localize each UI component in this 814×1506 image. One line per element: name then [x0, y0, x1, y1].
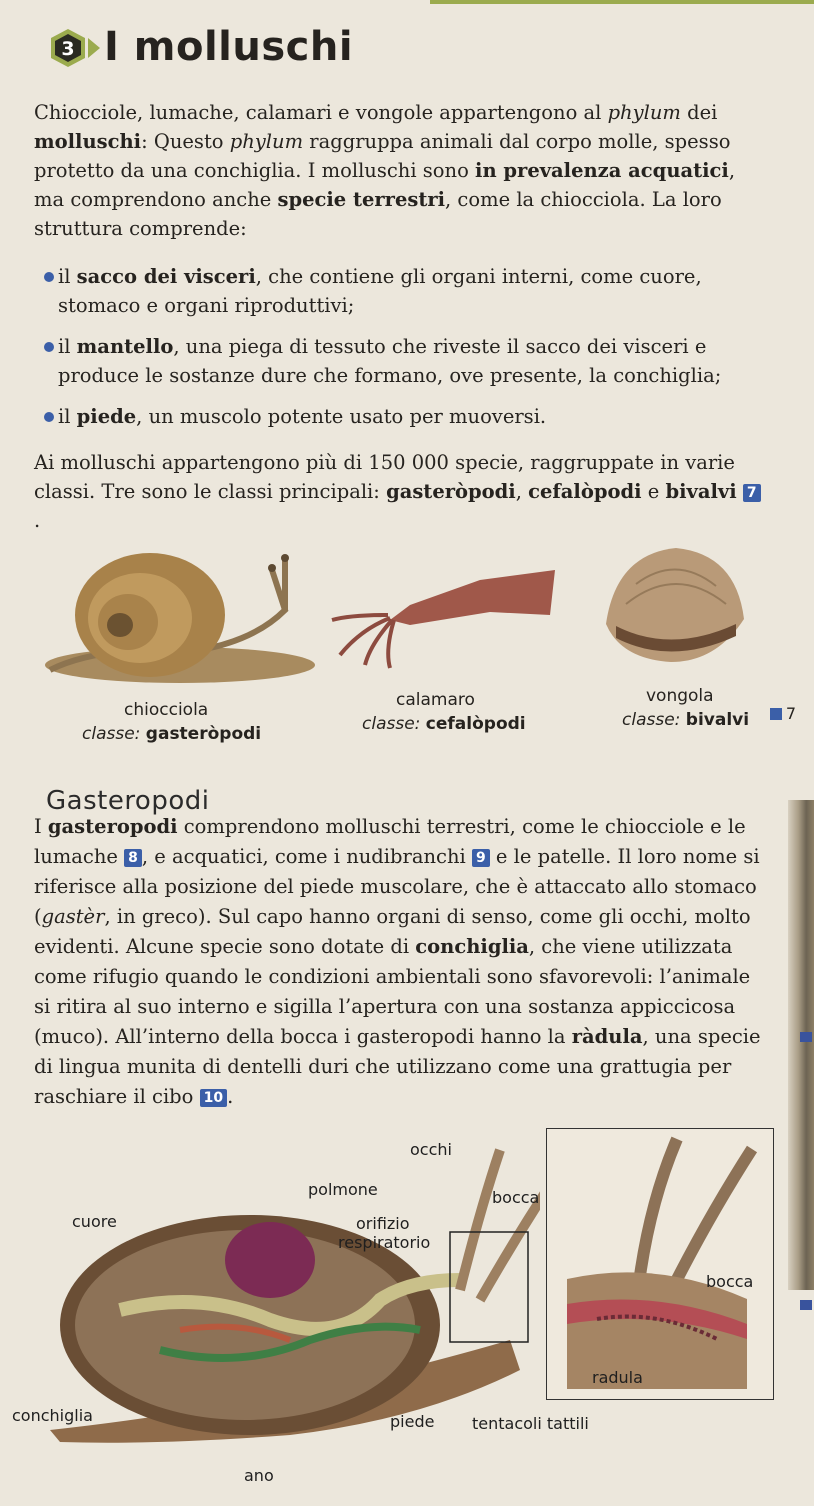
figure-ref-10[interactable]: 10	[200, 1089, 227, 1107]
section-chevron-icon	[88, 38, 100, 58]
edge-marker	[800, 1032, 812, 1042]
label-occhi: occhi	[410, 1140, 452, 1159]
classes-paragraph: Ai molluschi appartengono più di 150 000 specie, raggruppate in varie classi. Tre sono le classi principali: gasteròpodi, cefalòpodi e bivalvi 7.	[34, 448, 764, 535]
mouth-inset	[546, 1128, 774, 1400]
label-inset-bocca: bocca	[706, 1272, 754, 1291]
label-orifizio: orifizio	[356, 1214, 410, 1233]
figure-ref-9[interactable]: 9	[472, 849, 490, 867]
intro-paragraph: Chiocciole, lumache, calamari e vongole appartengono al phylum dei molluschi: Questo phylum raggruppa animali dal corpo molle, spesso protetto da una conchiglia. I molluschi sono in prevalenza acquatici, ma comprendono anche specie terrestri, come la chiocciola. La loro struttura comprende:	[34, 101, 736, 240]
label-conchiglia: conchiglia	[12, 1406, 93, 1425]
label-piede: piede	[390, 1412, 435, 1431]
squid-class: classe: cefalòpodi	[362, 714, 526, 734]
snail-name: chiocciola	[124, 700, 209, 720]
adjacent-page-edge	[788, 800, 814, 1290]
structure-list	[34, 262, 764, 443]
snail-illustration	[40, 540, 340, 690]
section-number-badge	[48, 28, 88, 68]
figure-ref-7[interactable]: 7	[743, 484, 761, 502]
label-inset-radula: radula	[592, 1368, 643, 1387]
section-title: I molluschi	[104, 24, 354, 70]
label-polmone: polmone	[308, 1180, 378, 1199]
subsection-title: Gasteropodi	[46, 786, 210, 816]
clam-illustration	[596, 544, 746, 664]
label-tentacoli: tentacoli tattili	[472, 1414, 589, 1433]
snail-class: classe: gasteròpodi	[82, 724, 262, 744]
figure-number-7: 7	[770, 704, 796, 723]
top-accent-line	[430, 0, 814, 4]
edge-marker	[800, 1300, 812, 1310]
section-number: 3	[61, 38, 75, 60]
gasteropodi-paragraph: I gasteropodi comprendono molluschi terrestri, come le chiocciole e le lumache 8 , e acquatici, come i nudibranchi 9 e le patelle. Il loro nome si riferisce alla posizione del piede muscolare, che è attaccato allo stomaco (gastèr, in greco). Sul capo hanno organi di senso, come gli occhi, molto evidenti. Alcune specie sono dotate di conchiglia, che viene utilizzata come rifugio quando le condizioni ambientali sono sfavorevoli: l’animale si ritira al suo interno e sigilla l’apertura con una sostanza appiccicosa (muco). All’interno della bocca i gasteropodi hanno la ràdula, una specie di lingua munita di dentelli duri che utilizzano come una grattugia per raschiare il cibo 10 .	[34, 815, 761, 1108]
label-bocca: bocca	[492, 1188, 540, 1207]
squid-illustration	[330, 560, 560, 670]
figure-ref-8[interactable]: 8	[124, 849, 142, 867]
squid-name: calamaro	[396, 690, 475, 710]
clam-name: vongola	[646, 686, 714, 706]
list-item: il piede, un muscolo potente usato per muoversi.	[34, 402, 764, 431]
label-cuore: cuore	[72, 1212, 117, 1231]
list-item: il sacco dei visceri, che contiene gli organi interni, come cuore, stomaco e organi riproduttivi;	[34, 262, 764, 320]
list-item: il mantello, una piega di tessuto che riveste il sacco dei visceri e produce le sostanze dure che formano, ove presente, la conchiglia;	[34, 332, 764, 390]
clam-class: classe: bivalvi	[622, 710, 750, 730]
label-ano: ano	[244, 1466, 274, 1485]
radula-illustration	[547, 1129, 773, 1399]
snail-anatomy-diagram	[40, 1130, 540, 1450]
label-respiratorio: respiratorio	[338, 1233, 431, 1252]
